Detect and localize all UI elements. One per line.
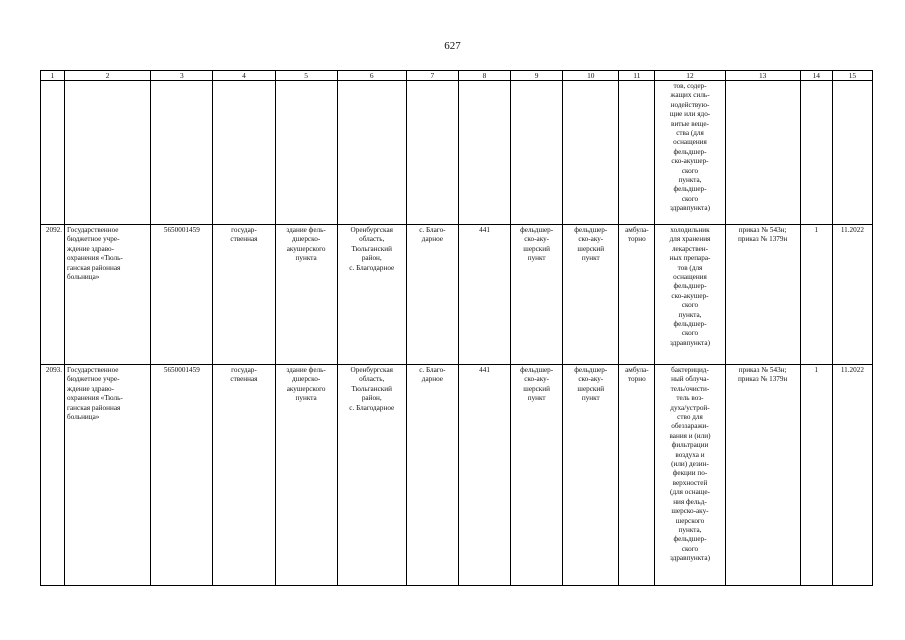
- column-number: 4: [213, 71, 275, 81]
- column-number: 10: [563, 71, 619, 81]
- quantity-cell: 1: [800, 225, 832, 365]
- code-cell: 441: [458, 365, 510, 586]
- table-row: [41, 365, 873, 586]
- column-numbers-row: [41, 71, 873, 81]
- unit-cell: фельдшер- ско-аку- шерский пункт: [511, 365, 563, 586]
- inn-cell: 5650001459: [151, 225, 213, 365]
- register-table: [40, 70, 873, 586]
- ownership-cell: государ- ственная: [213, 225, 275, 365]
- equipment-cell: тов, содер- жащих силь- нодействую- щие или ядо- витые веще- ства (для оснащения фельдшер- ско-акушер- ского пункта, фельдшер- ского здравпункта): [655, 81, 725, 225]
- equipment-cell: бактерицид- ный облуча- тель/очисти- тель воз- духа/устрой- ство для обеззаражи- вания и (или) фильтрации воздуха и (или) дезин- фекции по- верхностей (для оснаще- ния фельд- шерско-аку- шерского пункта, фельдшер- ского здравпункта): [655, 365, 725, 586]
- care-cell: амбула- торно: [619, 365, 655, 586]
- locality-cell: с. Благо- дарное: [406, 225, 458, 365]
- column-number: 13: [725, 71, 800, 81]
- column-number: 12: [655, 71, 725, 81]
- building-cell: здание фель- дшерско- акушерского пункта: [275, 225, 337, 365]
- address-cell: Оренбургская область, Тюльганский район, с. Благодарное: [337, 365, 406, 586]
- column-number: 2: [65, 71, 151, 81]
- subunit-cell: фельдшер- ско-аку- шерский пункт: [563, 365, 619, 586]
- column-number: 14: [800, 71, 832, 81]
- page-number: 627: [444, 40, 461, 52]
- continuation-row: [41, 81, 873, 225]
- unit-cell: фельдшер- ско-аку- шерский пункт: [511, 225, 563, 365]
- equipment-cell: холодильник для хранения лекарствен- ных препара- тов (для оснащения фельдшер- ско-акушер- ского пункта, фельдшер- ского здравпункта): [655, 225, 725, 365]
- row-number: 2093.: [41, 365, 65, 586]
- column-number: 1: [41, 71, 65, 81]
- code-cell: 441: [458, 225, 510, 365]
- address-cell: Оренбургская область, Тюльганский район, с. Благодарное: [337, 225, 406, 365]
- row-number: 2092.: [41, 225, 65, 365]
- locality-cell: с. Благо- дарное: [406, 365, 458, 586]
- date-cell: 11.2022: [832, 365, 872, 586]
- column-number: 5: [275, 71, 337, 81]
- order-cell: приказ № 543н; приказ № 1379н: [725, 225, 800, 365]
- care-cell: амбула- торно: [619, 225, 655, 365]
- column-number: 6: [337, 71, 406, 81]
- ownership-cell: государ- ственная: [213, 365, 275, 586]
- order-cell: приказ № 543н; приказ № 1379н: [725, 365, 800, 586]
- quantity-cell: 1: [800, 365, 832, 586]
- column-number: 9: [511, 71, 563, 81]
- building-cell: здание фель- дшерско- акушерского пункта: [275, 365, 337, 586]
- date-cell: 11.2022: [832, 225, 872, 365]
- organization-cell: Государственное бюджетное учре- ждение здраво- охранения «Тюль- ганская районная больница»: [65, 225, 151, 365]
- column-number: 8: [458, 71, 510, 81]
- organization-cell: Государственное бюджетное учре- ждение здраво- охранения «Тюль- ганская районная больница»: [65, 365, 151, 586]
- column-number: 7: [406, 71, 458, 81]
- inn-cell: 5650001459: [151, 365, 213, 586]
- column-number: 3: [151, 71, 213, 81]
- column-number: 15: [832, 71, 872, 81]
- subunit-cell: фельдшер- ско-аку- шерский пункт: [563, 225, 619, 365]
- table-row: [41, 225, 873, 365]
- column-number: 11: [619, 71, 655, 81]
